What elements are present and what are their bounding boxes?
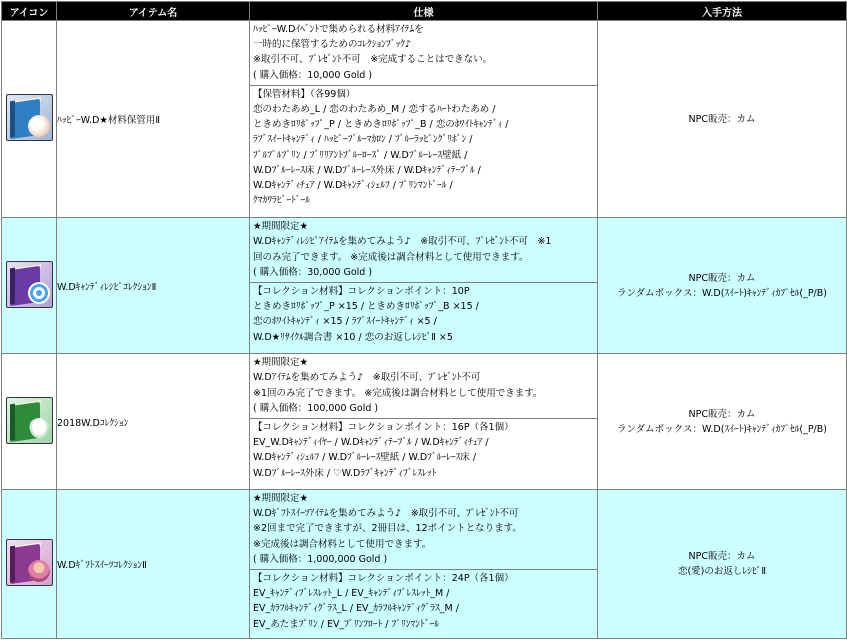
spec-description <box>250 490 597 569</box>
marshmallow-book-icon <box>6 94 53 141</box>
spec-line: W.Dｷﾞﾌﾄｽｲｰﾂｱｲﾃﾑを集めてみよう♪ ※取引不可、ﾌﾟﾚｾﾞﾝﾄ不可 <box>253 508 519 520</box>
item-name: W.DｷﾞﾌﾄｽｲｰﾂｺﾚｸｼｮﾝⅡ <box>57 490 250 639</box>
acquisition-method <box>598 21 847 218</box>
acquisition-method <box>598 218 847 354</box>
spec-line: ※取引不可、ﾌﾟﾚｾﾞﾝﾄ不可 ※完成することはできない。 <box>253 54 493 66</box>
spec-description <box>250 218 597 282</box>
spec-line: EV_ｶﾗﾌﾙｷｬﾝﾃﾞｨｸﾞﾗｽ_L / EV_ｶﾗﾌﾙｷｬﾝﾃﾞｨｸﾞﾗｽ_M / <box>253 603 459 615</box>
acquisition-line: ランダムボックス：W.D(ｽｲｰﾄ)ｷｬﾝﾃﾞｨｶﾌﾟｾﾙ(_P/B) <box>617 423 827 435</box>
table-row <box>2 21 847 218</box>
spec-line: W.Dﾌﾞﾙｰﾚｰｽ床 / W.Dﾌﾞﾙｰﾚｰｽ外床 / W.Dｷｬﾝﾃﾞｨﾃｰﾌﾞﾙ / <box>253 164 481 176</box>
spec-line: W.Dｱｲﾃﾑを集めてみよう♪ ※取引不可、ﾌﾟﾚｾﾞﾝﾄ不可 <box>253 372 481 384</box>
item-spec <box>250 21 598 218</box>
acquisition-line: 恋(愛)のお返しﾚｼﾋﾟⅡ <box>677 566 767 577</box>
spec-line: ★期間限定★ <box>253 357 309 369</box>
spec-line: 恋のﾎﾜｲﾄｷｬﾝﾃﾞｨ ×15 / ﾗﾌﾞｽｲｰﾄｷｬﾝﾃﾞｨ ×5 / <box>253 316 437 328</box>
acquisition-line: NPC販売：カム <box>688 408 756 420</box>
acquisition-method <box>598 354 847 490</box>
spec-line: 回のみ完了できます。 ※完成後は調合材料として使用できます。 <box>253 251 529 263</box>
item-name: ﾊｯﾋﾟｰW.D★材料保管用Ⅱ <box>57 21 250 218</box>
header-icon: アイコン <box>2 2 57 21</box>
table-row <box>2 354 847 490</box>
spec-line: ときめきﾛﾘﾎﾟｯﾌﾟ_P / ときめきﾛﾘﾎﾟｯﾌﾟ_B / 恋のﾎﾜｲﾄｷｬﾝﾃﾞｨ / <box>253 119 509 131</box>
spec-line: 【コレクション材料】コレクションポイント：10P <box>253 286 470 298</box>
lollipop-book-icon <box>6 261 53 308</box>
collection-item-table <box>1 1 847 639</box>
spec-line: ｸﾏｶﾜﾗﾋﾞｰﾄﾞｰﾙ <box>253 195 311 207</box>
spec-line: EV_W.Dｷｬﾝﾃﾞｨｲﾔｰ / W.Dｷｬﾝﾃﾞｨﾃｰﾌﾞﾙ / W.Dｷｬﾝﾃﾞｨﾁｪｱ / <box>253 437 489 449</box>
spec-line: ( 購入価格：10,000 Gold ) <box>253 69 373 81</box>
spec-description <box>250 21 597 85</box>
spec-line: ときめきﾛﾘﾎﾟｯﾌﾟ_P ×15 / ときめきﾛﾘﾎﾟｯﾌﾟ_B ×15 / <box>253 301 479 313</box>
item-spec <box>250 354 598 490</box>
spec-line: W.Dｷｬﾝﾃﾞｨﾚｼﾋﾟｱｲﾃﾑを集めてみよう♪ ※取引不可、ﾌﾟﾚｾﾞﾝﾄ不可 ※1 <box>253 236 552 248</box>
spec-line: ( 購入価格：1,000,000 Gold ) <box>253 553 388 565</box>
spec-line: ※完成後は調合材料として使用できます。 <box>253 538 432 550</box>
spec-line: ★期間限定★ <box>253 221 309 233</box>
acquisition-line: ランダムボックス：W.D(ｽｲｰﾄ)ｷｬﾝﾃﾞｨｶﾌﾟｾﾙ(_P/B) <box>617 287 827 299</box>
spec-materials <box>250 282 597 347</box>
item-spec <box>250 218 598 354</box>
doll-book-icon <box>6 539 53 586</box>
spec-materials <box>250 85 597 211</box>
spec-line: ﾗﾌﾞｽｲｰﾄｷｬﾝﾃﾞｨ / ﾊｯﾋﾟｰﾌﾞﾙｰﾏｶﾛﾝ / ﾌﾞﾙｰﾗｯﾋﾟﾝｸﾞﾘﾎﾞﾝ / <box>253 134 473 146</box>
item-name: 2018W.Dｺﾚｸｼｮﾝ <box>57 354 250 490</box>
spec-line: ( 購入価格：100,000 Gold ) <box>253 402 379 414</box>
spec-line: 【コレクション材料】コレクションポイント：24P（各1個） <box>253 573 514 585</box>
table-row <box>2 490 847 639</box>
icon-cell <box>2 490 57 639</box>
acquisition-line: NPC販売：カム <box>688 113 756 125</box>
spec-line: ﾌﾟﾙﾌﾟﾙﾌﾟﾘﾝ / ﾌﾞﾘﾘｱﾝﾄﾌﾞﾙｰﾛｰｽﾞ / W.Dﾌﾞﾙｰﾚｰｽ壁紙 / <box>253 149 468 161</box>
item-name: W.DｷｬﾝﾃﾞｨﾚｼﾋﾟｺﾚｸｼｮﾝⅡ <box>57 218 250 354</box>
spec-line: 一時的に保管するためのｺﾚｸｼｮﾝﾌﾞｯｸ♪ <box>253 39 412 51</box>
spec-line: ﾊｯﾋﾟｰW.Dｲﾍﾞﾝﾄで集められる材料ｱｲﾃﾑを <box>253 24 424 35</box>
header-acquisition: 入手方法 <box>598 2 847 21</box>
spec-line: EV_あたまﾌﾟﾘﾝ / EV_ﾌﾟﾘﾝﾌﾛｰﾄ / ﾌﾟﾘﾝﾏﾝﾄﾞｰﾙ <box>253 618 439 630</box>
header-item-name: アイテム名 <box>57 2 250 21</box>
spec-line: 【保管材料】（各99個） <box>253 88 356 100</box>
spec-line: 【コレクション材料】コレクションポイント：16P（各1個） <box>253 421 514 433</box>
spec-line: W.Dｷｬﾝﾃﾞｨﾁｪｱ / W.Dｷｬﾝﾃﾞｨｼｪﾙﾌ / ﾌﾟﾘﾝﾏﾝﾄﾞｰﾙ / <box>253 180 453 192</box>
spec-line: EV_ｷｬﾝﾃﾞｨﾌﾞﾚｽﾚｯﾄ_L / EV_ｷｬﾝﾃﾞｨﾌﾞﾚｽﾚｯﾄ_M / <box>253 588 450 600</box>
acquisition-method <box>598 490 847 639</box>
spec-line: W.D★ﾘｻｲｸﾙ調合書 ×10 / 恋のお返しﾚｼﾋﾟⅡ ×5 <box>253 331 453 343</box>
spec-description <box>250 354 597 418</box>
spec-line: ※1回のみ完了できます。 ※完成後は調合材料として使用できます。 <box>253 387 543 399</box>
icon-cell <box>2 218 57 354</box>
spec-line: W.Dﾌﾞﾙｰﾚｰｽ外床 / ♡W.Dﾗﾌﾞｷｬﾝﾃﾞｨﾌﾞﾚｽﾚｯﾄ <box>253 467 437 479</box>
item-spec <box>250 490 598 639</box>
icon-cell <box>2 21 57 218</box>
table-header-row <box>2 2 847 21</box>
spec-line: ( 購入価格：30,000 Gold ) <box>253 266 373 278</box>
spec-materials <box>250 569 597 634</box>
spec-materials <box>250 418 597 483</box>
spec-line: ★期間限定★ <box>253 493 309 505</box>
table-book-icon <box>6 397 53 444</box>
table-row <box>2 218 847 354</box>
spec-line: 恋のわたあめ_L / 恋のわたあめ_M / 恋するﾊｰﾄわたあめ / <box>253 104 496 116</box>
acquisition-line: NPC販売：カム <box>688 551 756 562</box>
acquisition-line: NPC販売：カム <box>688 272 756 284</box>
spec-line: ※2回まで完了できますが、2冊目は、12ポイントとなります。 <box>253 523 522 535</box>
spec-line: W.Dｷｬﾝﾃﾞｨｼｪﾙﾌ / W.Dﾌﾞﾙｰﾚｰｽ壁紙 / W.Dﾌﾞﾙｰﾚｰｽ床 / <box>253 452 477 464</box>
header-spec: 仕様 <box>250 2 598 21</box>
icon-cell <box>2 354 57 490</box>
